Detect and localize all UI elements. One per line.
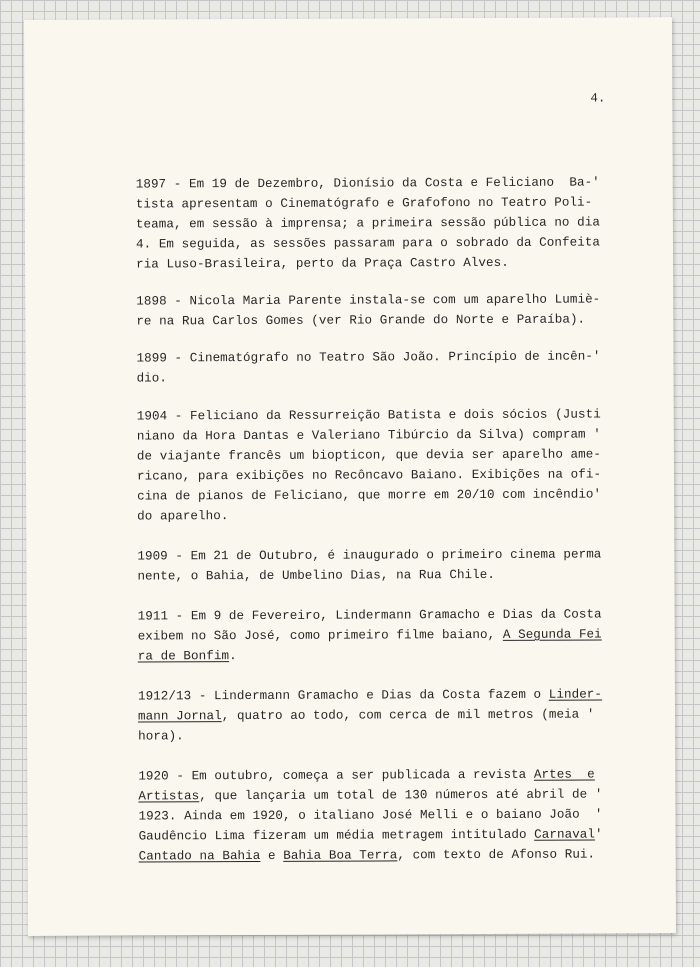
text-line: niano da Hora Dantas e Valeriano Tibúrcio da Silva) compram ' <box>136 427 601 444</box>
film-title: mann Jornal <box>138 709 222 724</box>
entry-1909 <box>137 544 637 586</box>
text-line: 1897 - Em 19 de Dezembro, Dionísio da Costa e Feliciano Ba-' <box>135 175 600 192</box>
text-line: dio. <box>136 371 168 386</box>
film-title: Cantado na Bahia <box>138 848 261 864</box>
text-segment: exibem no São José, como primeiro filme baiano, <box>137 627 503 644</box>
text-line: teama, em sessão à imprensa; a primeira sessão pública no dia <box>135 215 600 232</box>
text-segment: , que lançaria um total de 130 números até abril de ' <box>199 787 603 804</box>
text-segment: , com texto de Afonso Rui. <box>397 847 596 863</box>
film-title: A Segunda Fei <box>502 627 602 642</box>
text-line: 1904 - Feliciano da Ressurreição Batista e dois sócios (Justi <box>136 407 601 424</box>
text-line <box>138 624 638 646</box>
text-line <box>138 784 638 806</box>
text-segment: , quatro ao todo, com cerca de mil metros (meia ' <box>221 707 595 724</box>
text-line: 1911 - Em 9 de Fevereiro, Lindermann Gramacho e Dias da Costa <box>137 607 602 624</box>
text-line: tista apresentam o Cinematógrafo e Grafofono no Teatro Poli- <box>135 195 593 212</box>
film-title: Bahia Boa Terra <box>283 848 398 863</box>
text-line: cina de pianos de Feliciano, que morre em 20/10 com incêndio' <box>137 487 602 504</box>
text-segment: Gaudêncio Lima fizeram um média metragem intitulado <box>138 827 535 844</box>
text-line: re na Rua Carlos Gomes (ver Rio Grande do Norte e Paraíba). <box>136 312 586 329</box>
text-line <box>138 644 638 666</box>
text-line <box>138 764 638 786</box>
text-line: ria Luso-Brasileira, perto da Praça Castro Alves. <box>136 255 509 272</box>
typewritten-page <box>24 17 676 936</box>
text-line: do aparelho. <box>137 509 229 524</box>
text-line: de viajante francês um biopticon, que devia ser aparelho ame- <box>136 447 601 464</box>
text-segment: e <box>260 848 284 863</box>
entry-1920 <box>138 764 638 866</box>
text-line: 4. Em seguida, as sessões passaram para o sobrado da Confeita <box>135 235 601 252</box>
entry-1912-13 <box>138 684 638 746</box>
magazine-title: Artistas <box>138 789 200 804</box>
text-line <box>139 844 639 866</box>
text-line: 1898 - Nicola Maria Parente instala-se com um aparelho Lumiè- <box>136 292 601 309</box>
film-title: Carnaval <box>534 827 596 842</box>
text-segment: . <box>229 649 237 664</box>
film-title: ra de Bonfim <box>137 649 230 664</box>
text-line <box>138 704 638 726</box>
entry-1904 <box>137 404 638 526</box>
film-title: Linder- <box>548 687 603 702</box>
text-line: 1923. Ainda em 1920, o italiano José Melli e o baiano João ' <box>138 807 603 824</box>
text-line: nente, o Bahia, de Umbelino Dias, na Rua Chile. <box>137 567 496 584</box>
text-segment: 1912/13 - Lindermann Gramacho e Dias da Costa fazem o <box>137 687 549 704</box>
text-segment: 1920 - Em outubro, começa a ser publicada a revista <box>138 767 534 784</box>
text-line: ricano, para exibições no Recôncavo Baiano. Exibições na ofi- <box>136 467 602 484</box>
text-line: hora). <box>138 729 184 744</box>
text-line: 1899 - Cinematógrafo no Teatro São João. Princípio de incên-' <box>136 349 601 366</box>
text-segment: ' <box>594 827 603 842</box>
entry-1911 <box>138 604 638 666</box>
text-line <box>139 824 639 846</box>
page-number: 4. <box>590 91 606 106</box>
magazine-title: Artes e <box>533 767 595 782</box>
text-line: 1909 - Em 21 de Outubro, é inaugurado o primeiro cinema perma <box>137 547 602 564</box>
entry-1898 <box>136 289 636 331</box>
entry-1897 <box>136 172 636 274</box>
text-line <box>138 684 638 706</box>
chronology-entries <box>136 172 639 883</box>
entry-1899 <box>136 346 636 388</box>
